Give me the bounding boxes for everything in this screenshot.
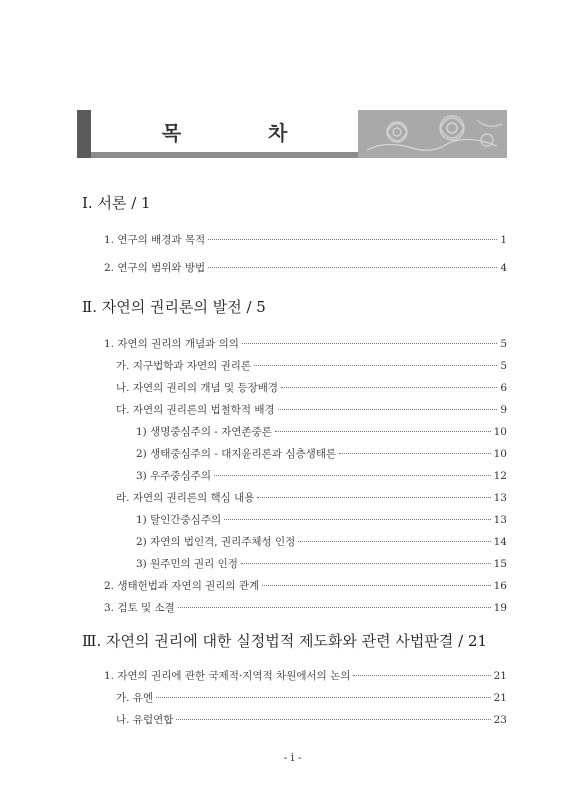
toc-entry-label: 2. 생태헌법과 자연의 권리의 관계 [104,580,260,592]
dot-leader [254,364,497,366]
toc-entry-label: 3) 우주중심주의 [136,470,211,482]
dot-leader [208,266,497,268]
toc-entry-page: 10 [493,426,507,438]
toc-entry-label: 1. 자연의 권리에 관한 국제적·지역적 차원에서의 논의 [104,670,351,682]
toc-entry[interactable] [136,446,507,461]
page-title: 목 차 [161,120,328,145]
toc-entry-label: 1) 탈인간중심주의 [136,514,222,526]
toc-entry-page: 6 [500,382,507,394]
toc-entry-page: 14 [493,536,507,548]
toc-entry-label: 가. 유엔 [116,692,154,704]
dot-leader [156,696,491,698]
toc-entry-label: 다. 자연의 권리론의 법철학적 배경 [116,404,275,416]
toc-entry[interactable] [104,578,507,593]
toc-entry-page: 10 [493,448,507,460]
dot-leader [298,540,490,542]
dot-leader [339,452,491,454]
dot-leader [278,408,498,410]
toc-entry[interactable] [136,556,507,571]
toc-entry[interactable] [116,690,507,705]
toc-entry-page: 12 [493,470,507,482]
dot-leader [275,430,491,432]
dot-leader [214,474,491,476]
dot-leader [262,584,490,586]
toc-entry[interactable] [136,468,507,483]
toc-entry-page: 5 [500,360,507,372]
toc-entry-page: 4 [500,262,507,274]
dot-leader [257,496,490,498]
toc-banner [77,110,507,158]
toc-entry[interactable] [116,402,507,417]
toc-entry-page: 16 [493,580,507,592]
toc-entry[interactable] [136,534,507,549]
dot-leader [353,674,490,676]
section-heading: Ⅲ. 자연의 권리에 대한 실정법적 제도화와 관련 사법판결 / 21 [82,632,488,650]
toc-entry-label: 2) 자연의 법인격, 권리주체성 인정 [136,536,296,548]
dot-leader [224,518,491,520]
toc-entry-page: 9 [500,404,507,416]
toc-entry-label: 2) 생태중심주의 - 대지윤리론과 심층생태론 [136,448,337,460]
toc-entry[interactable] [104,260,507,275]
toc-entry-page: 23 [493,714,507,726]
toc-entry[interactable] [104,336,507,351]
section-heading: Ⅱ. 자연의 권리론의 발전 / 5 [82,298,266,316]
toc-entry[interactable] [116,712,507,727]
page-number: - i - [283,751,302,764]
dot-leader [281,386,497,388]
toc-entry-page: 19 [493,602,507,614]
banner-title-box [91,110,358,158]
toc-entry[interactable] [116,358,507,373]
toc-entry[interactable] [104,232,507,247]
toc-entry-page: 5 [500,338,507,350]
dot-leader [208,238,497,240]
toc-entry-label: 1) 생명중심주의 - 자연존중론 [136,426,272,438]
toc-entry[interactable] [116,490,507,505]
toc-entry-label: 3) 원주민의 권리 인정 [136,558,238,570]
toc-entry[interactable] [136,512,507,527]
toc-entry-label: 1. 자연의 권리의 개념과 의의 [104,338,239,350]
flower-ornament-icon [357,110,507,158]
toc-entry-label: 가. 지구법학과 자연의 권리론 [116,360,252,372]
toc-entry-page: 15 [493,558,507,570]
toc-entry-page: 21 [493,692,507,704]
dot-leader [178,606,491,608]
toc-entry-page: 13 [493,514,507,526]
dot-leader [242,342,497,344]
toc-entry[interactable] [136,424,507,439]
toc-entry-label: 3. 검토 및 소결 [104,602,175,614]
toc-entry-page: 13 [493,492,507,504]
toc-entry-label: 라. 자연의 권리론의 핵심 내용 [116,492,255,504]
toc-entry[interactable] [104,600,507,615]
toc-entry-page: 21 [493,670,507,682]
toc-entry[interactable] [104,668,507,683]
dot-leader [241,562,491,564]
dot-leader [176,718,490,720]
toc-entry-page: 1 [500,234,507,246]
banner-dark-strip [77,110,91,158]
toc-entry-label: 1. 연구의 배경과 목적 [104,234,206,246]
section-heading: Ⅰ. 서론 / 1 [82,194,151,212]
toc-entry-label: 나. 유럽연합 [116,714,174,726]
toc-entry[interactable] [116,380,507,395]
toc-entry-label: 2. 연구의 범위와 방법 [104,262,206,274]
toc-entry-label: 나. 자연의 권리의 개념 및 등장배경 [116,382,279,394]
